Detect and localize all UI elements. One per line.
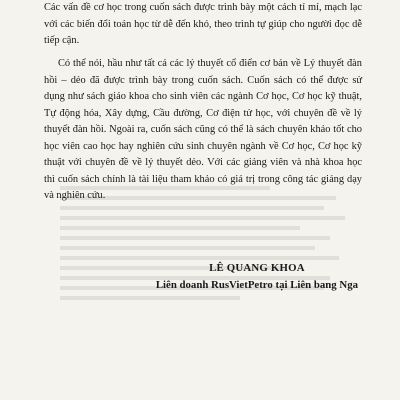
paragraph-intro: Các vấn đề cơ học trong cuốn sách được trình bày một cách tỉ mỉ, mạch lạc với các biến đổi toán học từ dễ đến khó, theo trình tự giúp cho người đọc dễ tiếp cận. bbox=[44, 2, 362, 46]
author-signature bbox=[156, 260, 358, 294]
paragraph-usage: Có thể nói, hầu như tất cả các lý thuyết cổ điển cơ bản về Lý thuyết đàn hồi – dẻo đã được trình bày trong cuốn sách. Cuốn sách có thể được sử dụng như sách giáo khoa cho sinh viên các ngành Cơ học, Cơ học kỹ thuật, Tự động hóa, Xây dựng, Cầu đường, Cơ điện tử học, với chuyên đề về lý thuyết đàn hồi. Ngoài ra, cuốn sách cũng có thể là sách chuyên khảo tốt cho học viên cao học hay nghiên cứu sinh chuyên ngành về Cơ học, Cơ học kỹ thuật với chuyên đề về lý thuyết dẻo. Với các giảng viên và nhà khoa học thì cuốn sách chính là tài liệu tham khảo có giá trị trong công tác giảng dạy và nghiên cứu. bbox=[44, 58, 362, 201]
author-name: LÊ QUANG KHOA bbox=[209, 262, 305, 274]
author-organization: Liên doanh RusVietPetro tại Liên bang Nga bbox=[155, 279, 358, 291]
